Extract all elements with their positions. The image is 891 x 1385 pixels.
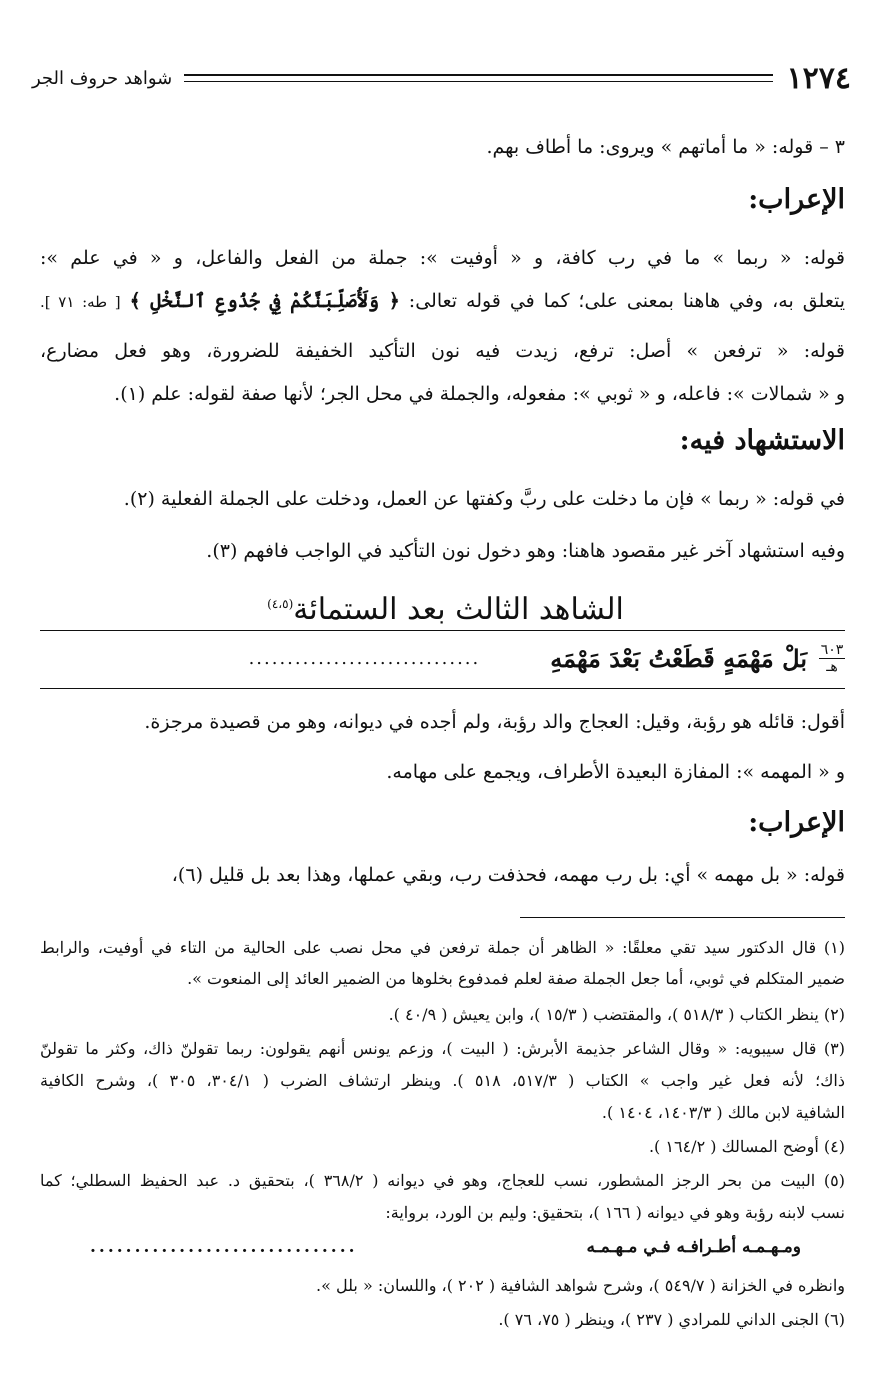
header-rule: [184, 74, 772, 82]
body-line-9: و « المهمه »: المفازة البعيدة الأطراف، ويجمع على مهامه.: [386, 761, 845, 783]
footnote-5b: نسب لابنه رؤبة وهو في ديوانه ( ١٦٦ )، بتحقيق: وليم بن الورد، برواية:: [385, 1203, 845, 1222]
body-line-2-text: قوله: « ربما » ما في رب كافة، و « أوفيت »: جملة من الفعل والفاعل، و « في علم »:: [40, 247, 845, 269]
footnote-5a: [40, 1168, 845, 1194]
body-line-1: ٣ – قوله: « ما أماتهم » ويروى: ما أطاف بهم.: [486, 136, 845, 158]
verse-number: ٦٠٣: [820, 641, 844, 658]
title-rule: [40, 630, 845, 631]
footnote-3b: [40, 1068, 845, 1094]
body-line-10: قوله: « بل مهمه » أي: بل رب مهمه، فحذفت رب، وبقي عملها، وهذا بعد بل قليل (٦)،: [171, 864, 845, 886]
verse-number-block: [819, 643, 845, 674]
footnote-3a: [40, 1036, 845, 1062]
quran-verse: ﴿ وَلَأُصَلِّبَنَّكُمْ فِي جُذُوعِ ٱلنَّخْلِ ﴾: [129, 290, 400, 312]
footnote-6: (٦) الجنى الداني للمرادي ( ٢٣٧ )، وينظر ( ٧٥، ٧٦ ).: [498, 1310, 845, 1329]
verse-hijri-mark: هـ: [826, 658, 838, 675]
footnote-5-verse-dots: ..............................: [90, 1237, 358, 1257]
body-line-3a: يتعلق به، وفي هاهنا بمعنى على؛ كما في قوله تعالى:: [408, 290, 845, 312]
body-line-4-text: قوله: « ترفعن » أصل: ترفع، زيدت فيه نون التأكيد الخفيفة للضرورة، وهو فعل مضارع،: [40, 340, 845, 362]
body-line-7: وفيه استشهاد آخر غير مقصود هاهنا: وهو دخول نون التأكيد في الواجب فافهم (٣).: [206, 540, 845, 562]
footnote-5-verse: [90, 1237, 801, 1257]
heading-istishhad: الاستشهاد فيه:: [679, 425, 845, 456]
footnote-1b: ضمير المتكلم في ثوبي، أما جعل الجملة صفة لعلم فمدفوع بخلوها من الضمير العائد إلى المنعوت ».: [187, 969, 845, 988]
body-line-4: [40, 336, 845, 366]
footnote-5-verse-text: ومـهـمـه أطـرافـه فـي مـهـمـه: [586, 1237, 801, 1257]
heading-irab-2: الإعراب:: [748, 807, 845, 838]
verse-rule: [40, 688, 845, 689]
footnote-5a-text: (٥) البيت من بحر الرجز المشطور، نسب للعجاج، وهو في ديوانه ( ٣٦٨/٢ )، بتحقيق د. عبد الحفيظ السطلي؛ كما: [40, 1171, 845, 1190]
verse-line: [40, 638, 845, 678]
footnote-3b-text: ذاك؛ لأنه فعل غير واجب » الكتاب ( ٥١٧/٣، ٥١٨ ). وينظر ارتشاف الضرب ( ٣٠٤/١، ٣٠٥ )، وشرح الكافية: [40, 1071, 845, 1090]
body-line-6: في قوله: « ربما » فإن ما دخلت على ربَّ وكفتها عن العمل، ودخلت على الجملة الفعلية (٢).: [123, 488, 845, 510]
heading-irab: الإعراب:: [748, 184, 845, 215]
verse-dots: ..............................: [248, 647, 481, 669]
footnote-2: (٢) ينظر الكتاب ( ٥١٨/٣ )، والمقتضب ( ١٥/٣ )، وابن يعيش ( ٤٠/٩ ).: [388, 1005, 845, 1024]
body-line-2: [40, 243, 845, 273]
section-title: [0, 584, 891, 630]
footnote-4: (٤) أوضح المسالك ( ١٦٤/٢ ).: [648, 1137, 845, 1156]
footnote-3c: الشافية لابن مالك ( ١٤٠٣/٣، ١٤٠٤ ).: [601, 1103, 845, 1122]
page-number: ١٢٧٤: [786, 60, 851, 96]
quran-reference: [ طه: ٧١ ].: [40, 293, 121, 311]
body-line-5: و « شمالات »: فاعله، و « ثوبي »: مفعوله، والجملة في محل الجر؛ لأنها صفة لقوله: علم (١).: [114, 383, 845, 405]
body-line-8: أقول: قائله هو رؤبة، وقيل: العجاج والد رؤبة، ولم أجده في ديوانه، وهو من قصيدة مرجزة.: [144, 711, 845, 733]
page-header: [32, 58, 851, 98]
footnote-5c: وانظره في الخزانة ( ٥٤٩/٧ )، وشرح شواهد الشافية ( ٢٠٢ )، واللسان: « بلل ».: [316, 1276, 845, 1295]
footnote-rule: [520, 917, 845, 918]
footnote-3a-text: (٣) قال سيبويه: « وقال الشاعر جذيمة الأبرش: ( البيت )، وزعم يونس أنهم يقولون: ربما تقولنّ ذاك، وكثر ما تقولنّ: [40, 1039, 845, 1058]
footnote-1a: [40, 935, 845, 961]
section-title-note: (٤،٥): [267, 597, 294, 611]
section-title-text: الشاهد الثالث بعد الستمائة: [293, 592, 624, 627]
footnote-1a-text: (١) قال الدكتور سيد تقي معلقًا: « الظاهر أن جملة ترفعن في محل نصب على الحالية من التاء في أوفيت، والرابط: [40, 938, 845, 957]
verse-text: بَلْ مَهْمَهٍ قَطَعْتُ بَعْدَ مَهْمَهِ: [550, 643, 807, 673]
body-line-3: [40, 286, 845, 317]
running-title: شواهد حروف الجر: [32, 67, 173, 89]
